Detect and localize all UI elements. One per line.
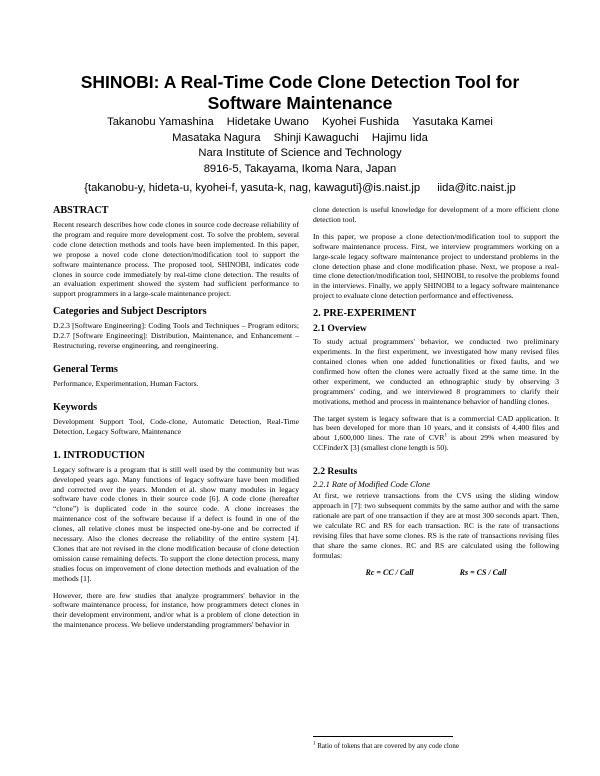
left-column xyxy=(53,205,299,637)
author-name: Hajimu Iida xyxy=(371,131,428,144)
formula-rc: Rc = CC / Call xyxy=(365,568,414,578)
abstract-heading: ABSTRACT xyxy=(53,205,109,216)
author-name: Yasutaka Kamei xyxy=(412,116,493,128)
overview-text: The target system is legacy software that is a commercial CAD application. It has been developed for more than 10 years, and it consists of 4,400 files and about 1,600,000 lines. The rate of CVR xyxy=(313,413,559,443)
paper-title xyxy=(40,72,560,114)
overview-heading: 2.1 Overview xyxy=(313,323,367,335)
rate-heading: 2.2.1 Rate of Modified Code Clone xyxy=(313,480,431,490)
keywords-text: Development Support Tool, Code-clone, Automatic Detection, Real-Time Detection, Legacy Software, Maintenance xyxy=(53,416,299,436)
introduction-paragraph: However, there are few studies that analyze programmers' behavior in the software maintenance process, for instance, how programmers detect clones in their development environment, and/or what is a problem of clone detection in the maintenance process. We believe understanding programmers' behavior in xyxy=(53,590,299,630)
categories-heading: Categories and Subject Descriptors xyxy=(53,306,207,318)
author-name: Hidetake Uwano xyxy=(226,116,309,128)
email-group: {takanobu-y, hideta-u, kyohei-f, yasuta-k, nag, kawaguti}@is.naist.jp xyxy=(84,182,421,194)
overview-paragraph: To study actual programmers' behavior, we conducted two preliminary experiments. In the first experiment, we investigated how many revised files contained clones when one added functionalities or fixed faults, and we confirmed how often the clones were actually fixed at the same time. In the other experiment, we conducted an ethnographic study by observing 3 programmers' coding, and we interviewed 8 programmers to clarify their motivations, method and process in maintenance behavior of handling clones. xyxy=(313,337,559,406)
overview-text: is about 29% when measured by CCFinderX [3] (smallest clone length is 50). xyxy=(313,433,559,453)
general-terms-text: Performance, Experimentation, Human Factors. xyxy=(53,378,199,388)
authors-line-2 xyxy=(40,131,560,147)
categories-text: D.2.3 [Software Engineering]: Coding Tools and Techniques – Program editors; D.2.7 [Software Engineering]: Distribution, Maintenance, and Enhancement – Restructuring, reverse engineering, and reengineering. xyxy=(53,321,299,351)
footnote-text: Ratio of tokens that are covered by any code clone xyxy=(315,742,459,750)
address: 8916-5, Takayama, Ikoma Nara, Japan xyxy=(203,162,397,175)
title-line-1: SHINOBI: A Real-Time Code Clone Detection Tool for xyxy=(80,72,520,92)
results-heading: 2.2 Results xyxy=(313,466,358,478)
author-name: Shinji Kawaguchi xyxy=(273,131,359,144)
overview-paragraph xyxy=(313,414,559,454)
affiliation: Nara Institute of Science and Technology xyxy=(198,147,402,159)
formula-rs: Rs = CS / Call xyxy=(459,568,507,578)
emails xyxy=(40,181,560,197)
introduction-paragraph: Legacy software is a program that is still well used by the community but was developed years ago. Many functions of legacy software have been modified and corrected over the years. Monden et al. show many modules in legacy software have code clones in their source code [6]. A code clone (hereafter “clone”) is duplicated code in the source code. A clone increases the maintenance cost of the software because if a defect is found in one of the clones, all relative clones must be inspected one-by-one and be corrected if necessary. Also the clones decrease the reliability of the entire system [4]. Clones that are not revised in the clone modification because of clone detection omission cause remaining defects. To support the clone detection process, many studies focus on improvement of clone detection methods and evaluation of the methods [1]. xyxy=(53,464,299,583)
general-terms-heading: General Terms xyxy=(53,363,118,375)
author-name: Kyohei Fushida xyxy=(322,116,400,128)
email-group: iida@itc.naist.jp xyxy=(437,182,516,194)
abstract-text: Recent research describes how code clones in source code decrease reliability of the program and require more development cost. To solve the problem, several code clone detection methods and tools have been implemented. In this paper, we propose a novel code clone detection/modification tool to support the software maintenance process. The proposed tool, SHINOBI, indicates code clones in source code immediately by real-time clone detection. The results of an evaluation experiment showed the system had sufficient performance to support programmers in a large-scale maintenance project. xyxy=(53,220,299,299)
introduction-heading: 1. INTRODUCTION xyxy=(53,449,145,461)
footnote-rule xyxy=(313,736,453,737)
author-name: Takanobu Yamashina xyxy=(107,116,214,128)
author-name: Masataka Nagura xyxy=(172,131,261,144)
body-paragraph: In this paper, we propose a clone detection/modification tool to support the software maintenance process. First, we interview programmers working on a large-scale legacy software maintenance project to understand problems in the clone detection phase and clone modification phase. Next, we propose a real-time clone detection/modification tool, SHINOBI, to resolve the problems found in the interviews. Finally, we apply SHINOBI to a legacy software maintenance project to evaluate clone detection performance and effectiveness. xyxy=(313,231,559,301)
rate-paragraph: At first, we retrieve transactions from the CVS using the sliding window approach in [7]: two subsequent commits by the same author and with the same rationale are part of one transaction if they are at most 300 seconds apart. Then, we calculate RC and RS for each transaction. RC is the rate of transactions revising files that have some clones. RS is the rate of transactions revising files that share the same clones. RC and RS are calculated using the following formulas: xyxy=(313,491,559,560)
footnote xyxy=(313,742,559,751)
title-line-2: Software Maintenance xyxy=(207,93,393,113)
right-column xyxy=(313,205,559,599)
body-paragraph: clone detection is useful knowledge for development of a more efficient clone detection tool. xyxy=(313,205,559,224)
authors-line-1 xyxy=(40,115,560,131)
author-block xyxy=(40,115,560,197)
footnote-marker: 1 xyxy=(444,433,447,439)
pre-experiment-heading: 2. PRE-EXPERIMENT xyxy=(313,308,417,320)
keywords-heading: Keywords xyxy=(53,401,98,413)
formula-row xyxy=(313,567,559,579)
footnote-number: 1 xyxy=(313,741,316,747)
